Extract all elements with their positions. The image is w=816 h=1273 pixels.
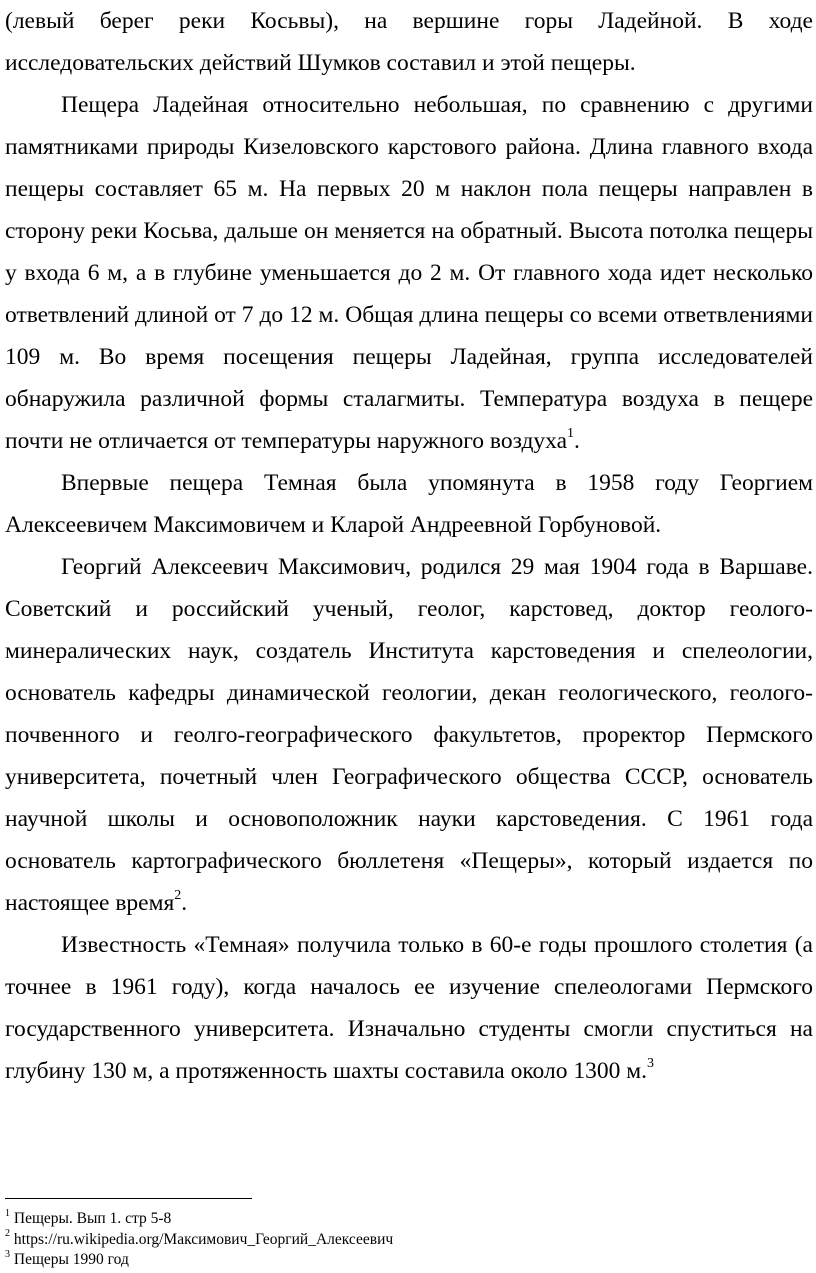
paragraph-maksimovich-bio: Георгий Алексеевич Максимович, родился 29 мая 1904 года в Варшаве. Советский и российский ученый, геолог, карстовед, доктор геолого-минералических наук, создатель Института карстоведения и спелеологии, основатель кафедры динамической геологии, декан геологического, геолого-почвенного и геолго-географического факультетов, проректор Пермского университета, почетный член Географического общества СССР, основатель научной школы и основоположник науки карстоведения. С 1961 года основатель картографического бюллетеня «Пещеры», который издается по настоящее время$^2$. [5,554,813,916]
paragraph-temnaya-first-mention: Впервые пещера Темная была упомянута в 1958 году Георгием Алексеевичем Максимовичем и Кларой Андреевной Горбуновой. [5,470,813,538]
footnote-ref-1[interactable]: 1 [567,426,575,442]
paragraph-temnaya-fame: Известность «Темная» получила только в 60-е годы прошлого столетия (а точнее в 1961 году), когда началось ее изучение спелеологами Пермского государственного университета. Изначально студенты смогли спуститься на глубину 130 м, а протяженность шахты составила около 1300 м.$^3$ [5,932,813,1084]
footnote-3: $^3$ Пещеры 1990 год [5,1248,129,1268]
footnote-2: $^2$ https://ru.wikipedia.org/Максимович_Георгий_Алексеевич [5,1228,394,1248]
footnote-ref-2[interactable]: 2 [174,888,182,904]
body-text [5,0,813,1092]
paragraph-ladeynaya-description: Пещера Ладейная относительно небольшая, по сравнению с другими памятниками природы Кизеловского карстового района. Длина главного входа пещеры составляет 65 м. На первых 20 м наклон пола пещеры направлен в сторону реки Косьва, дальше он меняется на обратный. Высота потолка пещеры у входа 6 м, а в глубине уменьшается до 2 м. От главного хода идет несколько ответвлений длиной от 7 до 12 м. Общая длина пещеры со всеми ответвлениями 109 м. Во время посещения пещеры Ладейная, группа исследователей обнаружила различной формы сталагмиты. Температура воздуха в пещере почти не отличается от температуры наружного воздуха$^1$. [5,92,813,454]
footnote-1: $^1$ Пещеры. Вып 1. стр 5-8 [5,1207,172,1227]
footnote-link[interactable]: https://ru.wikipedia.org/Максимович_Георгий_Алексеевич [10,1230,394,1248]
footnote-divider [5,1198,252,1199]
footnote-ref-3[interactable]: 3 [646,1056,654,1072]
paragraph-ladeynaya-location: (левый берег реки Косьвы), на вершине горы Ладейной. В ходе исследовательских действий Шумков составил и этой пещеры. [5,8,813,76]
footnotes [5,1209,805,1271]
